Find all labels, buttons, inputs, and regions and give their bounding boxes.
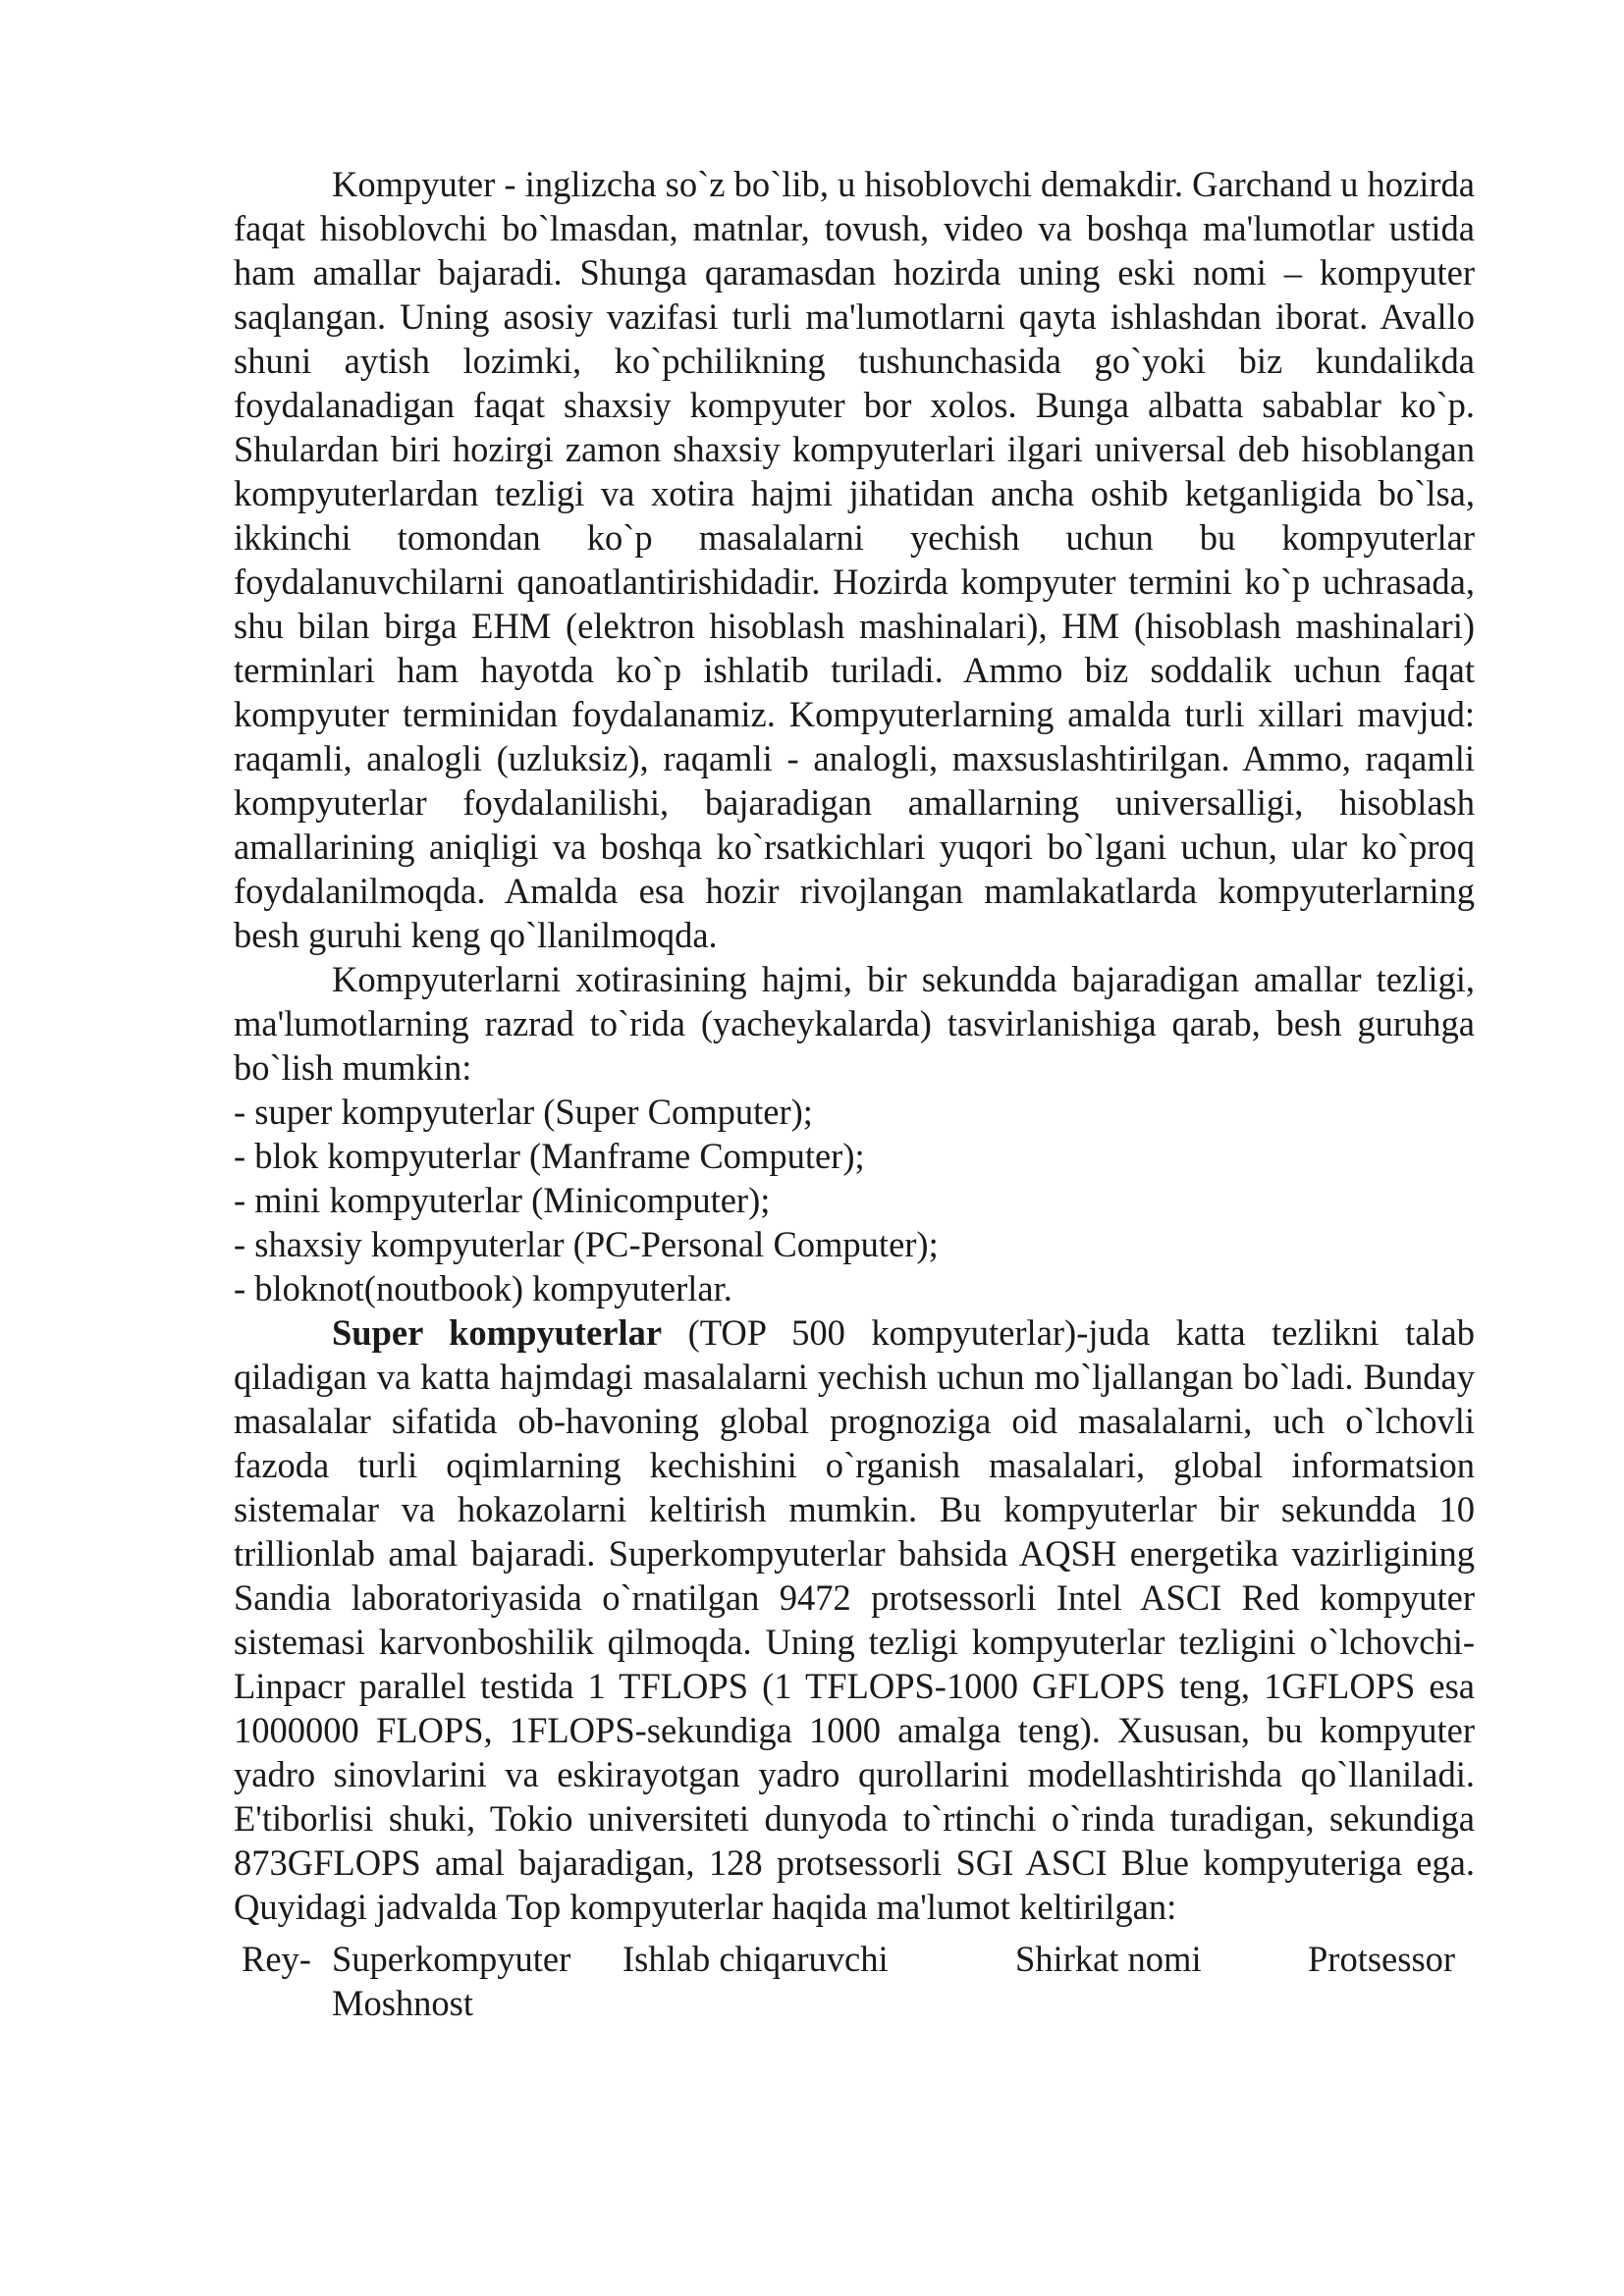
table-header-cell: Superkompyuter [332,1939,571,1979]
list-item: - mini kompyuterlar (Minicomputer); [234,1180,771,1220]
list-item: - blok kompyuterlar (Manframe Computer); [234,1136,865,1176]
table-header-cell: Moshnost [332,1983,474,2023]
table-header-cell: Rey- [242,1939,311,1979]
paragraph-classification: Kompyuterlarni xotirasining hajmi, bir sekundda bajaradigan amallar tezligi, ma'lumotlarning razrad to`rida (yacheykalarda) tasvirlanishiga qarab, besh guruhga bo`lish mumkin: [234,959,1475,1088]
table-header-cell: Protsessor [1308,1939,1456,1979]
table-header [234,1937,1475,2025]
list-item: - shaxsiy kompyuterlar (PC-Personal Computer); [234,1224,939,1264]
document-page [234,162,1475,2025]
table-header-cell: Ishlab chiqaruvchi [623,1939,889,1979]
paragraph-super-computers [234,1310,1475,1929]
table-header-cell: Shirkat nomi [1015,1939,1202,1979]
bold-term: Super kompyuterlar [332,1312,663,1353]
computer-groups-list [234,1090,1475,1310]
paragraph-text: (TOP 500 kompyuterlar)-juda katta tezlikni talab qiladigan va katta hajmdagi masalalarni yechish uchun mo`ljallangan bo`ladi. Bunday masalalar sifatida ob-havoning global prognoziga oid masalalarni, uch o`lchovli fazoda turli oqimlarning kechishini o`rganish masalalari, global informatsion sistemalar va hokazolarni keltirish mumkin. Bu kompyuterlar bir sekundda 10 trillionlab amal bajaradi. Superkompyuterlar bahsida AQSH energetika vazirligining Sandia laboratoriyasida o`rnatilgan 9472 protsessorli Intel ASCI Red kompyuter sistemasi karvonboshilik qilmoqda. Uning tezligi kompyuterlar tezligini o`lchovchi- Linpacr parallel testida 1 TFLOPS (1 TFLOPS-1000 GFLOPS teng, 1GFLOPS esa 1000000 FLOPS, 1FLOPS-sekundiga 1000 amalga teng). Xususan, bu kompyuter yadro sinovlarini va eskirayotgan yadro qurollarini modellashtirishda qo`llaniladi. E'tiborlisi shuki, Tokio universiteti dunyoda to`rtinchi o`rinda turadigan, sekundiga 873GFLOPS amal bajaradigan, 128 protsessorli SGI ASCI Blue kompyuteriga ega. Quyidagi jadvalda Top kompyuterlar haqida ma'lumot keltirilgan: [234,1312,1475,1927]
list-item: - bloknot(noutbook) kompyuterlar. [234,1268,732,1308]
list-item: - super kompyuterlar (Super Computer); [234,1092,813,1132]
paragraph-intro: Kompyuter - inglizcha so`z bo`lib, u hisoblovchi demakdir. Garchand u hozirda faqat hisoblovchi bo`lmasdan, matnlar, tovush, video va boshqa ma'lumotlar ustida ham amallar bajaradi. Shunga qaramasdan hozirda uning eski nomi – kompyuter saqlangan. Uning asosiy vazifasi turli ma'lumotlarni qayta ishlashdan iborat. Avallo shuni aytish lozimki, ko`pchilikning tushunchasida go`yoki biz kundalikda foydalanadigan faqat shaxsiy kompyuter bor xolos. Bunga albatta sabablar ko`p. Shulardan biri hozirgi zamon shaxsiy kompyuterlari ilgari universal deb hisoblangan kompyuterlardan tezligi va xotira hajmi jihatidan ancha oshib ketganligida bo`lsa, ikkinchi tomondan ko`p masalalarni yechish uchun bu kompyuterlar foydalanuvchilarni qanoatlantirishidadir. Hozirda kompyuter termini ko`p uchrasada, shu bilan birga EHM (elektron hisoblash mashinalari), HM (hisoblash mashinalari) terminlari ham hayotda ko`p ishlatib turiladi. Ammo biz soddalik uchun faqat kompyuter terminidan foydalanamiz. Kompyuterlarning amalda turli xillari mavjud: raqamli, analogli (uzluksiz), raqamli - analogli, maxsuslashtirilgan. Ammo, raqamli kompyuterlar foydalanilishi, bajaradigan amallarning universalligi, hisoblash amallarining aniqligi va boshqa ko`rsatkichlari yuqori bo`lgani uchun, ular ko`proq foydalanilmoqda. Amalda esa hozir rivojlangan mamlakatlarda kompyuterlarning besh guruhi keng qo`llanilmoqda. [234,164,1475,955]
